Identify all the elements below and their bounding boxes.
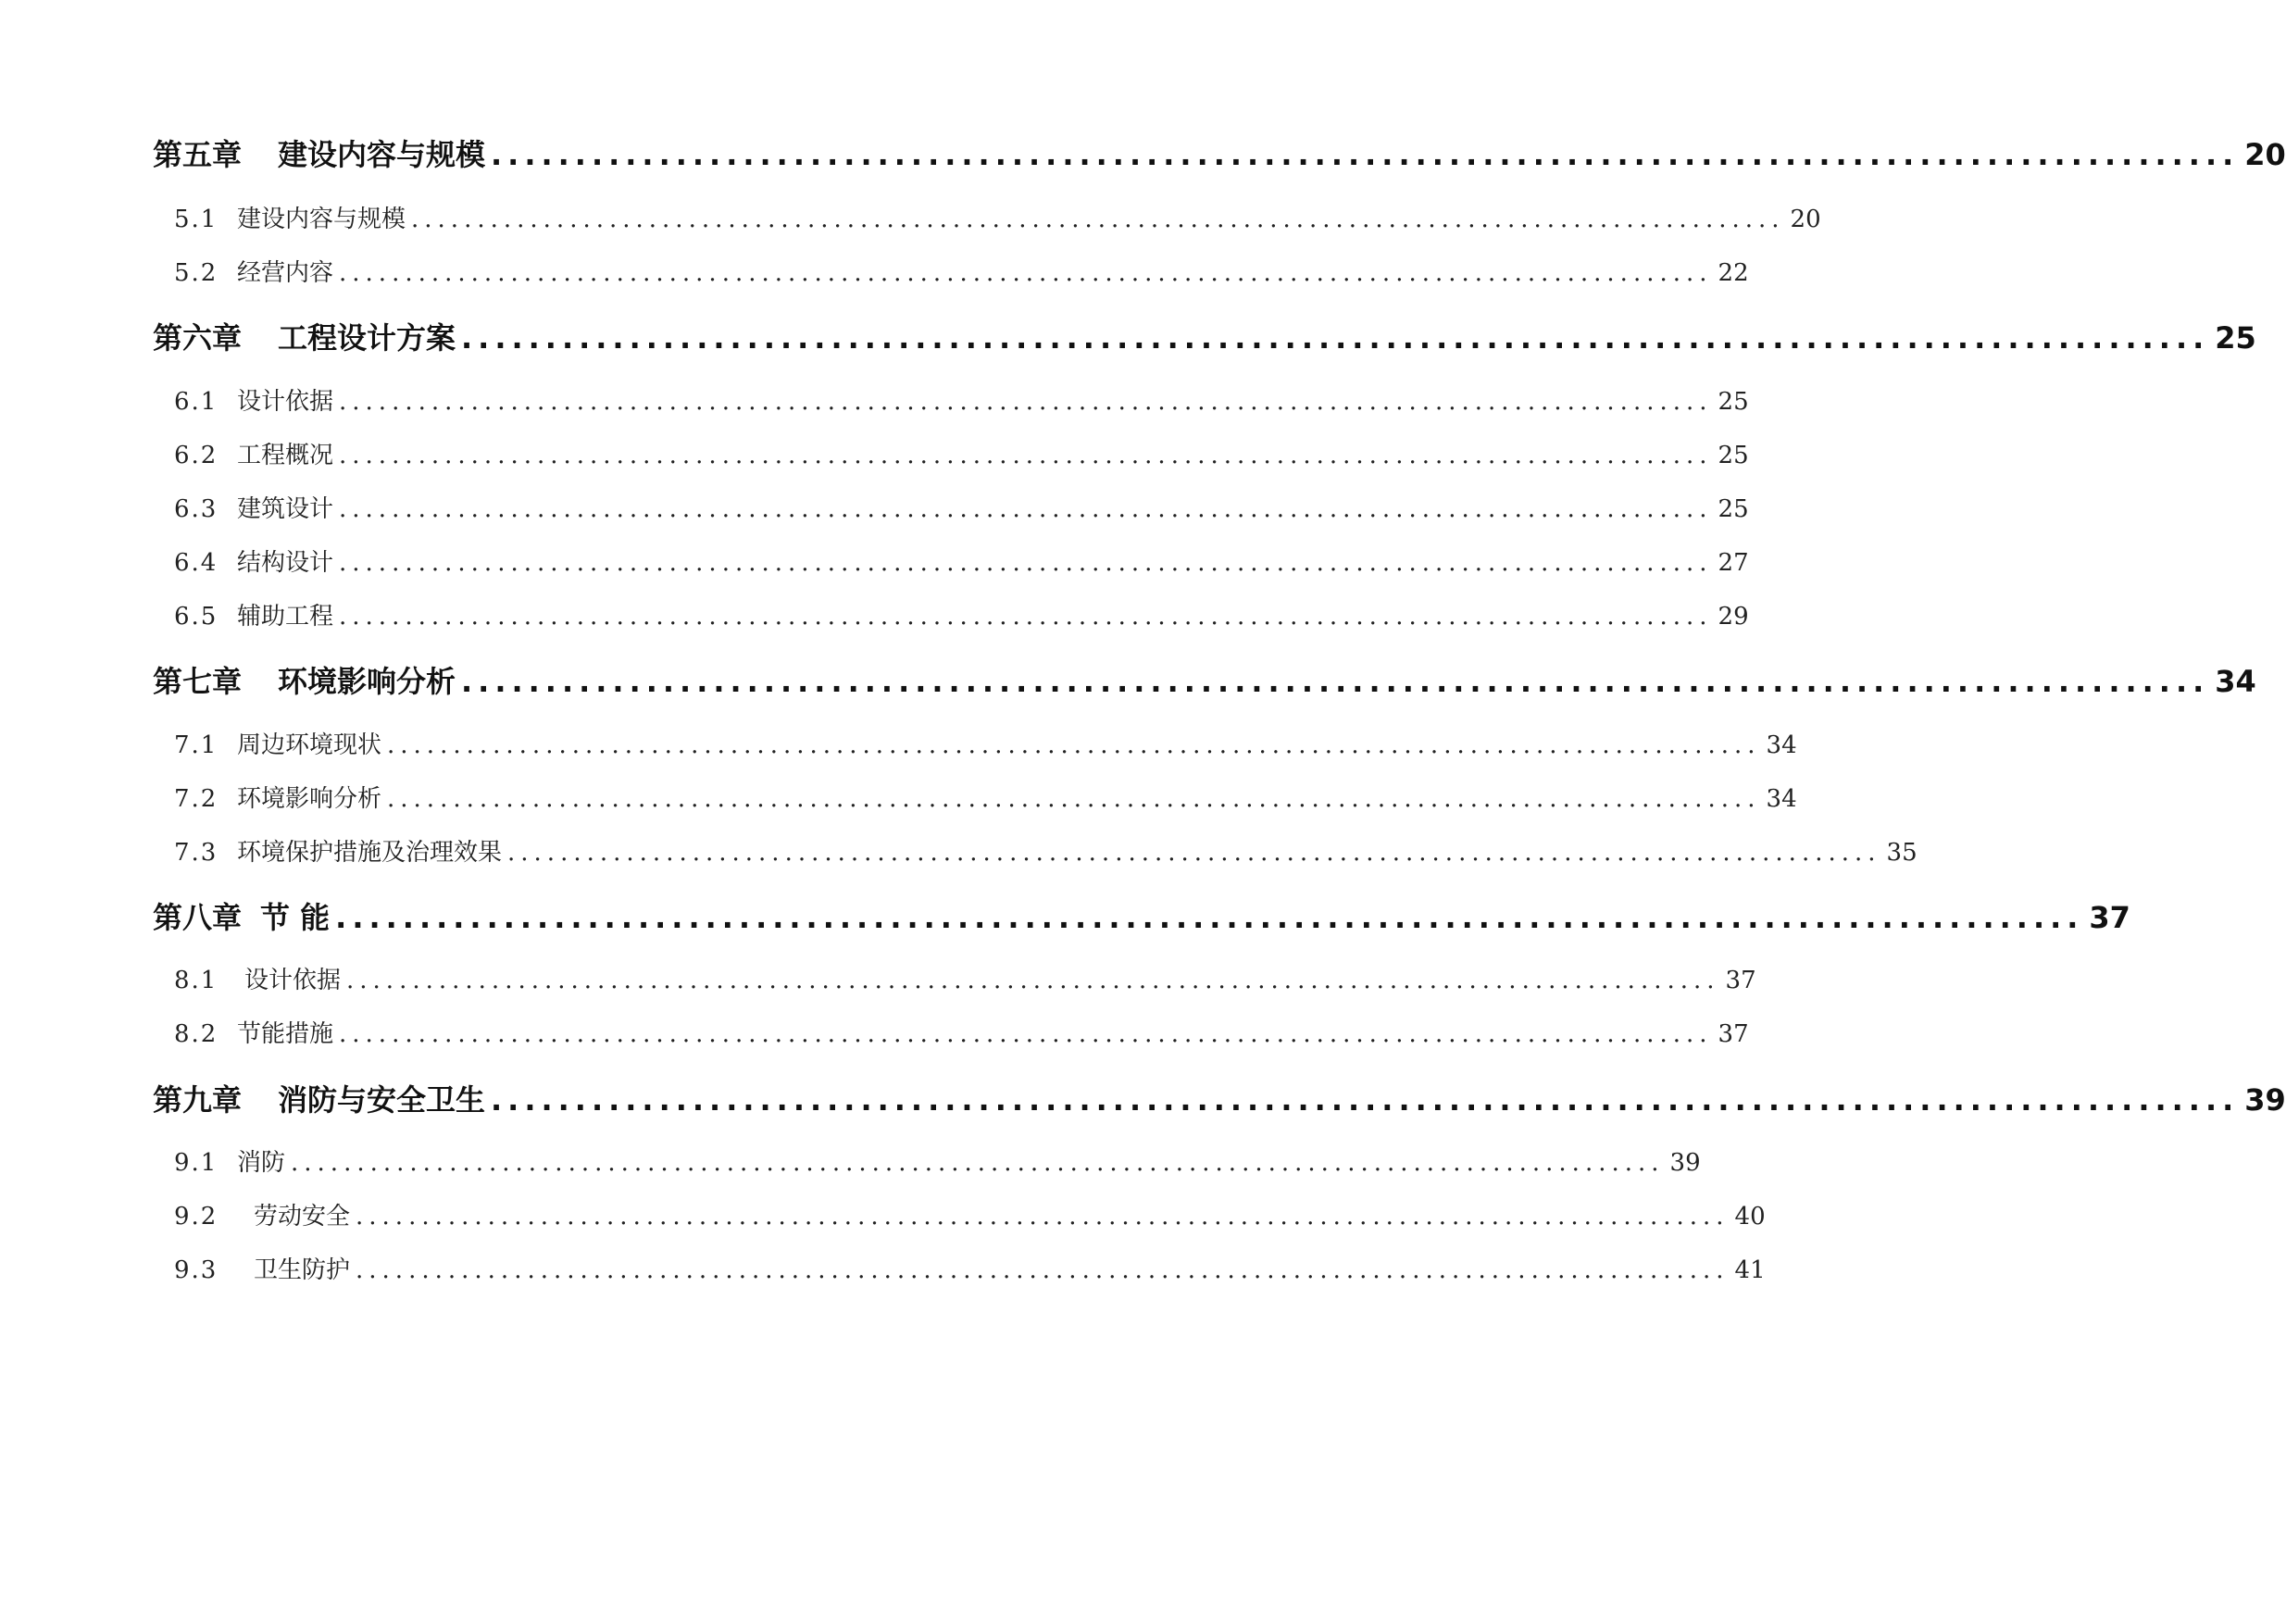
section-title: 建设内容与规模 — [237, 206, 406, 233]
section-page-number: 34 — [1766, 731, 1797, 759]
section-number: 5.2 — [174, 259, 219, 287]
toc-section-8-2 — [174, 1015, 1749, 1049]
section-page-number: 25 — [1718, 388, 1749, 416]
chapter-page-number: 34 — [2215, 664, 2256, 699]
section-title: 辅助工程 — [237, 603, 334, 631]
chapter-page-number: 39 — [2244, 1082, 2286, 1118]
toc-chapter-8 — [153, 894, 2130, 937]
section-page-number: 25 — [1718, 495, 1749, 523]
section-number: 9.1 — [174, 1149, 219, 1177]
toc-section-6-3 — [174, 490, 1749, 524]
dot-leader: ........................................................................................................ — [461, 664, 2210, 699]
section-title: 环境影响分析 — [237, 785, 382, 813]
section-page-number: 37 — [1725, 967, 1756, 994]
toc-chapter-6 — [153, 315, 2256, 357]
section-title: 结构设计 — [237, 549, 334, 577]
section-number: 6.3 — [174, 495, 219, 523]
toc-section-6-4 — [174, 543, 1749, 578]
toc-chapter-9 — [153, 1077, 2286, 1119]
section-title: 建筑设计 — [237, 495, 334, 523]
toc-chapter-7 — [153, 658, 2256, 701]
chapter-title: 工程设计方案 — [278, 320, 456, 356]
dot-leader: ........................................................................................................ — [339, 603, 1713, 631]
dot-leader: ........................................................................................................ — [335, 900, 2084, 935]
dot-leader: ........................................................................................................ — [291, 1149, 1665, 1177]
section-title: 设计依据 — [237, 388, 334, 416]
dot-leader: ........................................................................................................ — [507, 839, 1881, 867]
dot-leader: ........................................................................................................ — [339, 442, 1713, 469]
dot-leader: ........................................................................................................ — [339, 388, 1713, 416]
section-page-number: 40 — [1734, 1203, 1766, 1230]
toc-section-9-1 — [174, 1143, 1701, 1178]
section-title: 工程概况 — [237, 442, 334, 469]
section-title: 经营内容 — [237, 259, 334, 287]
section-page-number: 25 — [1718, 442, 1749, 469]
toc-section-8-1 — [174, 961, 1756, 995]
chapter-page-number: 20 — [2244, 137, 2286, 172]
section-title: 卫生防护 — [254, 1256, 351, 1284]
toc-section-6-5 — [174, 597, 1749, 631]
dot-leader: ........................................................................................................ — [411, 206, 1785, 233]
section-title: 环境保护措施及治理效果 — [237, 839, 503, 867]
toc-section-7-3 — [174, 833, 1917, 868]
dot-leader: ........................................................................................................ — [387, 731, 1761, 759]
dot-leader: ........................................................................................................ — [346, 967, 1720, 994]
toc-section-5-1 — [174, 200, 1821, 234]
dot-leader: ........................................................................................................ — [339, 1020, 1713, 1048]
section-page-number: 22 — [1718, 259, 1749, 287]
section-title: 节能措施 — [237, 1020, 334, 1048]
section-page-number: 39 — [1669, 1149, 1701, 1177]
chapter-number: 第七章 — [153, 664, 243, 699]
chapter-number: 第九章 — [153, 1082, 243, 1118]
toc-section-9-2 — [174, 1197, 1766, 1231]
section-page-number: 27 — [1718, 549, 1749, 577]
toc-section-6-1 — [174, 382, 1749, 417]
section-number: 8.2 — [174, 1020, 219, 1048]
section-number: 7.1 — [174, 731, 219, 759]
chapter-number: 第八章 — [153, 900, 243, 935]
section-number: 5.1 — [174, 206, 219, 233]
section-page-number: 37 — [1718, 1020, 1749, 1048]
chapter-page-number: 25 — [2215, 320, 2256, 356]
section-page-number: 35 — [1886, 839, 1917, 867]
chapter-title: 建设内容与规模 — [278, 137, 486, 172]
dot-leader: ........................................................................................................ — [491, 137, 2240, 172]
section-number: 6.5 — [174, 603, 219, 631]
chapter-page-number: 37 — [2089, 900, 2130, 935]
chapter-number: 第六章 — [153, 320, 243, 356]
dot-leader: ........................................................................................................ — [339, 259, 1713, 287]
dot-leader: ........................................................................................................ — [461, 320, 2210, 356]
section-page-number: 29 — [1718, 603, 1749, 631]
dot-leader: ........................................................................................................ — [387, 785, 1761, 813]
toc-section-9-3 — [174, 1251, 1766, 1285]
toc-section-7-1 — [174, 726, 1797, 760]
section-title: 设计依据 — [244, 967, 342, 994]
toc-section-5-2 — [174, 254, 1749, 288]
section-title: 消防 — [237, 1149, 286, 1177]
chapter-title: 环境影响分析 — [278, 664, 456, 699]
section-page-number: 34 — [1766, 785, 1797, 813]
section-number: 9.2 — [174, 1203, 219, 1230]
chapter-number: 第五章 — [153, 137, 243, 172]
section-number: 7.2 — [174, 785, 219, 813]
section-number: 7.3 — [174, 839, 219, 867]
section-number: 9.3 — [174, 1256, 219, 1284]
section-number: 8.1 — [174, 967, 219, 994]
section-page-number: 20 — [1790, 206, 1821, 233]
toc-section-7-2 — [174, 780, 1797, 814]
chapter-title: 节 能 — [260, 900, 331, 935]
dot-leader: ........................................................................................................ — [356, 1203, 1730, 1230]
toc-chapter-5 — [153, 131, 2286, 174]
section-number: 6.2 — [174, 442, 219, 469]
section-title: 劳动安全 — [254, 1203, 351, 1230]
dot-leader: ........................................................................................................ — [356, 1256, 1730, 1284]
toc-section-6-2 — [174, 436, 1749, 470]
section-number: 6.4 — [174, 549, 219, 577]
section-title: 周边环境现状 — [237, 731, 382, 759]
dot-leader: ........................................................................................................ — [491, 1082, 2240, 1118]
section-number: 6.1 — [174, 388, 219, 416]
chapter-title: 消防与安全卫生 — [278, 1082, 486, 1118]
dot-leader: ........................................................................................................ — [339, 495, 1713, 523]
section-page-number: 41 — [1734, 1256, 1766, 1284]
dot-leader: ........................................................................................................ — [339, 549, 1713, 577]
